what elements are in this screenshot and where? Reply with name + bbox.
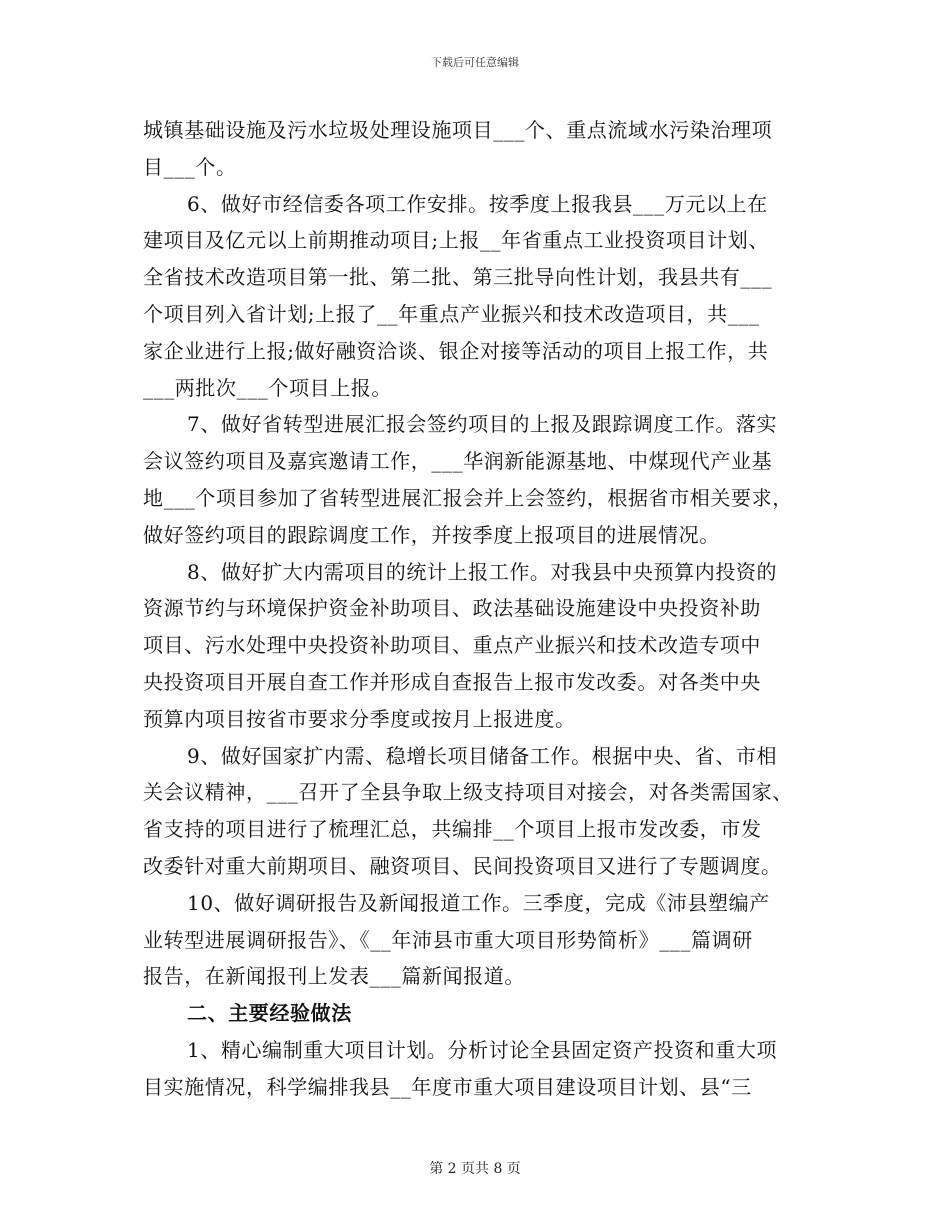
text-line: 项目、污水处理中央投资补助项目、重点产业振兴和技术改造专项中 xyxy=(143,633,761,658)
text-line: 会议签约项目及嘉宾邀请工作，___华润新能源基地、中煤现代产业基 xyxy=(143,449,773,474)
section-heading: 二、主要经验做法 xyxy=(187,1001,352,1026)
text-line: 预算内项目按省市要求分季度或按月上报进度。 xyxy=(143,706,576,731)
text-line: 央投资项目开展自查工作并形成自查报告上报市发改委。对各类中央 xyxy=(143,669,761,694)
text-line: ___两批次___个项目上报。 xyxy=(143,375,392,400)
text-line: 业转型进展调研报告》、《__年沛县市重大项目形势简析》___篇调研 xyxy=(143,927,753,952)
text-line: 9、做好国家扩内需、稳增长项目储备工作。根据中央、省、市相 xyxy=(187,743,778,768)
text-line: 10、做好调研报告及新闻报道工作。三季度，完成《沛县塑编产 xyxy=(187,890,770,915)
text-line: 目___个。 xyxy=(143,154,237,179)
text-line: 报告，在新闻报刊上发表___篇新闻报道。 xyxy=(143,964,525,989)
text-line: 做好签约项目的跟踪调度工作，并按季度上报项目的进展情况。 xyxy=(143,522,720,547)
text-line: 7、做好省转型进展汇报会签约项目的上报及跟踪调度工作。落实 xyxy=(187,412,778,437)
text-line: 全省技术改造项目第一批、第二批、第三批导向性计划，我县共有___ xyxy=(143,265,773,290)
text-line: 6、做好市经信委各项工作安排。按季度上报我县___万元以上在 xyxy=(187,191,768,216)
page-footer: 第 2 页共 8 页 xyxy=(429,1161,521,1177)
text-line: 8、做好扩大内需项目的统计上报工作。对我县中央预算内投资的 xyxy=(187,559,778,584)
text-line: 个项目列入省计划;上报了__年重点产业振兴和技术改造项目，共___ xyxy=(143,301,760,326)
text-line: 地___个项目参加了省转型进展汇报会并上会签约，根据省市相关要求， xyxy=(143,485,793,510)
text-line: 省支持的项目进行了梳理汇总，共编排__个项目上报市发改委，市发 xyxy=(143,817,762,842)
text-line: 城镇基础设施及污水垃圾处理设施项目___个、重点流域水污染治理项 xyxy=(143,118,773,142)
text-line: 目实施情况，科学编排我县__年度市重大项目建设项目计划、县“三 xyxy=(143,1074,752,1099)
document-body xyxy=(143,112,807,1106)
text-line: 家企业进行上报;做好融资洽谈、银企对接等活动的项目上报工作，共 xyxy=(143,338,769,363)
text-line: 关会议精神，___召开了全县争取上级支持项目对接会，对各类需国家、 xyxy=(143,780,793,805)
text-line: 1、精心编制重大项目计划。分析讨论全县固定资产投资和重大项 xyxy=(187,1037,778,1062)
text-line: 建项目及亿元以上前期推动项目;上报__年省重点工业投资项目计划、 xyxy=(143,228,769,253)
page-header: 下载后可任意编辑 xyxy=(431,56,519,69)
text-line: 资源节约与环境保护资金补助项目、政法基础设施建设中央投资补助 xyxy=(143,596,761,621)
text-line: 改委针对重大前期项目、融资项目、民间投资项目又进行了专题调度。 xyxy=(143,853,782,878)
